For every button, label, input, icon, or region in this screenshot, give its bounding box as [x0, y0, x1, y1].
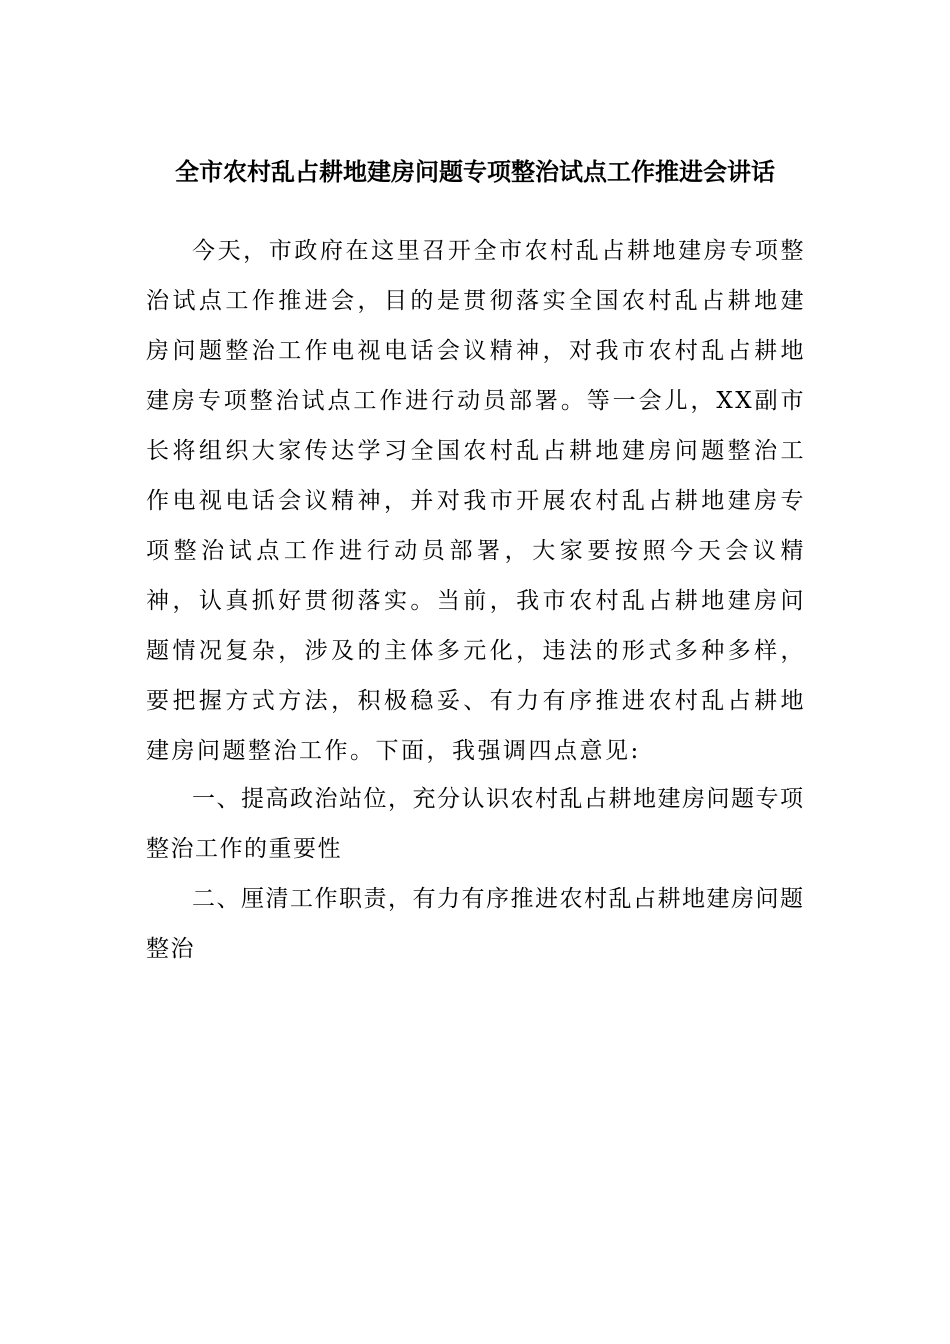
section-heading-2: 二、厘清工作职责，有力有序推进农村乱占耕地建房问题整治	[146, 886, 805, 962]
intro-paragraph: 今天，市政府在这里召开全市农村乱占耕地建房专项整治试点工作推进会，目的是贯彻落实全国农村乱占耕地建房问题整治工作电视电话会议精神，对我市农村乱占耕地建房专项整治试点工作进行动员部署。等一会儿，XX副市长将组织大家传达学习全国农村乱占耕地建房问题整治工作电视电话会议精神，并对我市开展农村乱占耕地建房专项整治试点工作进行动员部署，大家要按照今天会议精神，认真抓好贯彻落实。当前，我市农村乱占耕地建房问题情况复杂，涉及的主体多元化，违法的形式多种多样，要把握方式方法，积极稳妥、有力有序推进农村乱占耕地建房问题整治工作。下面，我强调四点意见:	[146, 238, 806, 764]
document-title: 全市农村乱占耕地建房问题专项整治试点工作推进会讲话	[175, 157, 775, 186]
section-heading-1: 一、提高政治站位，充分认识农村乱占耕地建房问题专项整治工作的重要性	[146, 786, 805, 862]
